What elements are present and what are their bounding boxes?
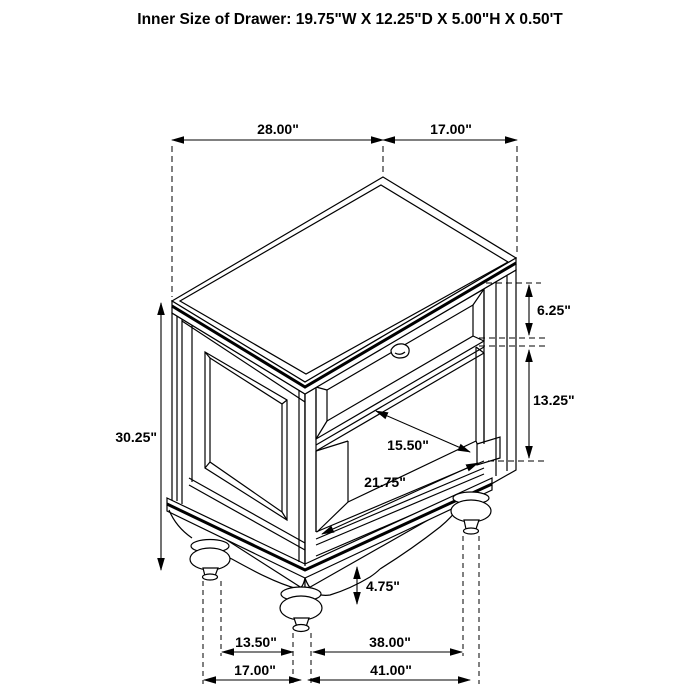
dim-base-width [308, 662, 470, 680]
leg-left [190, 540, 230, 581]
nightstand-drawing [167, 177, 516, 684]
base-width-label: 41.00" [370, 662, 412, 678]
shelf-width-label: 21.75" [364, 474, 406, 490]
leg-height-label: 4.75" [366, 578, 400, 594]
drawer-height-label: 6.25" [537, 302, 571, 318]
dim-base-depth [204, 662, 301, 680]
opening-height-label: 13.25" [533, 392, 575, 408]
drawer-handle [391, 344, 409, 358]
dim-leg-spacing-depth [222, 634, 293, 652]
leg-spacing-width-label: 38.00" [369, 634, 411, 650]
leg-front [280, 587, 322, 632]
base-depth-label: 17.00" [234, 662, 276, 678]
diagram-title: Inner Size of Drawer: 19.75"W X 12.25"D X 5.00"H X 0.50'T [137, 11, 563, 28]
shelf-depth-label: 15.50" [387, 437, 429, 453]
dim-leg-height [357, 567, 400, 604]
dim-top-depth [383, 121, 517, 140]
overall-height-label: 30.25" [115, 429, 157, 445]
leg-spacing-depth-label: 13.50" [235, 634, 277, 650]
leg-right [451, 492, 491, 534]
top-depth-label: 17.00" [430, 121, 472, 137]
dim-overall-height [115, 303, 161, 570]
dim-leg-spacing-width [313, 634, 462, 652]
top-width-label: 28.00" [257, 121, 299, 137]
